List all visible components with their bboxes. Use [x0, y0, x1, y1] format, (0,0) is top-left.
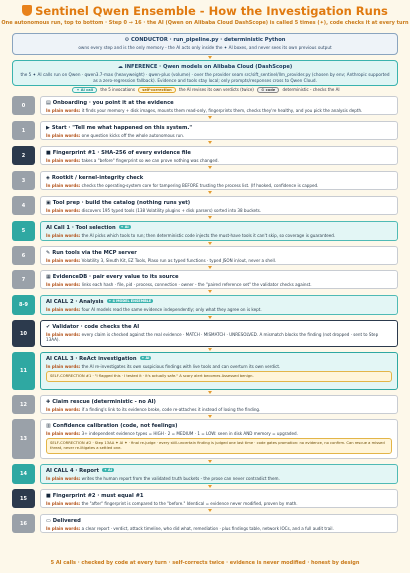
step-badge: 3	[12, 171, 35, 190]
step-card	[40, 270, 398, 289]
step-text: if a finding's link to its evidence broke, code re-attaches it instead of losing the finding.	[81, 407, 261, 412]
step-text: links each hash · file, pid · process, connection · owner - the "paired reference set" the validator checks against.	[81, 282, 312, 287]
legend-ai-pill: ✦ AI call	[72, 87, 97, 93]
step-text: writes the human report from the validated truth buckets - the prose can never contradict them.	[81, 476, 280, 481]
flow-arrow	[208, 509, 212, 512]
step-text: a clear report · verdict, attack timeline, who did what, remediation · plus findings table, network IOCs, and a full audit trail.	[81, 526, 334, 531]
legend-code-pill: ⚙ code	[257, 87, 279, 93]
step-badge: 13	[12, 419, 35, 459]
step-badge: 2	[12, 146, 35, 165]
step-title: EvidenceDB · pair every value to its source	[52, 274, 179, 280]
page-title	[0, 4, 410, 18]
lock-icon: ■	[46, 493, 51, 499]
step-badge: 8-9	[12, 295, 35, 315]
ai-ensemble-badge: ✦ 4 MODEL ENSEMBLE	[108, 299, 152, 303]
footer-summary: 5 AI calls · checked by code at every turn · self-corrects twice · evidence is never modified · honest by design	[50, 560, 360, 566]
step-badge: 1	[12, 121, 35, 140]
shield-check-icon: ◈	[46, 175, 50, 181]
step-badge: 10	[12, 320, 35, 347]
step-card	[40, 146, 398, 165]
plain-label: In plain words:	[46, 526, 81, 531]
step-badge: 5	[12, 221, 35, 241]
ai-badge: ✦ AI	[120, 225, 129, 229]
database-icon: ▦	[46, 274, 51, 280]
step-text: 3+ independent evidence types = HIGH · 2 = MEDIUM · 1 = LOW: seen in disk AND memory = upgraded.	[81, 431, 298, 436]
flow-arrow	[208, 485, 212, 488]
step-badge: 15	[12, 489, 35, 508]
step-title: AI CALL 3 · ReAct investigation	[46, 356, 137, 362]
plain-label: In plain words:	[46, 476, 81, 481]
plain-label: In plain words:	[46, 501, 81, 506]
flow-arrow	[208, 116, 212, 119]
legend	[0, 87, 410, 93]
plain-label: In plain words:	[46, 407, 81, 412]
step-text: discovers 195 typed tools (138 Volatility plugins + disk parsers) sorted into 38 buckets.	[81, 208, 262, 213]
inference-title: ☁ INFERENCE · Qwen models on Alibaba Cloud (DashScope)	[117, 64, 293, 70]
plain-label: In plain words:	[46, 108, 81, 113]
step-badge: 6	[12, 246, 35, 265]
step-title: Start · "Tell me what happened on this system."	[51, 125, 193, 131]
step-text: the AI re-investigates its own suspicious findings with live tools and can overturn its own verdict.	[81, 364, 281, 369]
step-text: Volatility 3, Sleuth Kit, EZ Tools, Plaso run as typed functions · typed JSON in/out, never a shell.	[81, 258, 277, 263]
step-card	[40, 419, 398, 459]
plain-label: In plain words:	[46, 133, 81, 138]
plain-label: In plain words:	[46, 282, 81, 287]
step-title: AI CALL 4 · Report	[46, 468, 100, 474]
flow-arrow	[208, 191, 212, 194]
shield-icon	[22, 5, 32, 16]
folder-icon: ▤	[46, 100, 51, 106]
conductor-title: ⚙ CONDUCTOR · run_pipeline.py · deterministic Python	[124, 37, 286, 43]
flow-arrow	[208, 141, 212, 144]
step-badge: 16	[12, 514, 35, 533]
plain-label: In plain words:	[46, 332, 81, 337]
step-text: one question kicks off the whole autonomous run.	[81, 133, 185, 138]
step-card	[40, 246, 398, 265]
plain-label: In plain words:	[46, 233, 81, 238]
step-text: takes a "before" fingerprint so we can prove nothing was changed.	[81, 158, 219, 163]
step-title: Onboarding · you point it at the evidence	[52, 100, 174, 106]
self-correction-note: SELF-CORRECTION #1 · "I flagged this · I tested it · it's actually safe." A scary alert becomes Assessed benign.	[46, 371, 392, 382]
lock-icon: ■	[46, 150, 51, 156]
plain-label: In plain words:	[46, 208, 81, 213]
conductor-desc: owns every step and is the only memory - the AI acts only inside the ✦ AI boxes, and never sees its own previous output	[78, 45, 332, 50]
step-card	[40, 196, 398, 215]
step-title: Fingerprint #2 · must equal #1	[52, 493, 144, 499]
wrench-icon: ✎	[46, 250, 51, 256]
conductor-box	[12, 33, 398, 55]
plain-label: In plain words:	[46, 183, 81, 188]
flow-arrow	[208, 348, 212, 351]
step-title: Confidence calibration (code, not feelings)	[52, 423, 178, 429]
legend-self-pill: self-correction	[138, 87, 176, 93]
step-text: the AI picks which tools to run; then deterministic code injects the must-have tools it can't skip, so coverage is guaranteed.	[81, 233, 336, 238]
step-title: Run tools via the MCP server	[52, 250, 137, 256]
plain-label: In plain words:	[46, 258, 81, 263]
step-badge: 12	[12, 395, 35, 414]
step-card	[40, 395, 398, 414]
inference-desc: the 5 ✦ AI calls run on Qwen · qwen3.7-max (heavyweight) · qwen-plus (volume) · over the provider seam src/sift_sentinel/llm_provider.py (chosen by env; Anthropic supported as a zero-regression fallback). Evidence and tools stay local; only prompts/responses cross to Qwen Cloud.	[20, 72, 390, 83]
step-badge: 14	[12, 464, 35, 484]
step-card	[40, 121, 398, 140]
flow-arrow	[208, 316, 212, 319]
flow-arrow	[208, 460, 212, 463]
flow-arrow	[208, 166, 212, 169]
step-title: Tool prep · build the catalog (nothing runs yet)	[52, 200, 191, 206]
plain-label: In plain words:	[46, 431, 81, 436]
step-title: Validator · code checks the AI	[52, 324, 140, 330]
step-badge: 0	[12, 96, 35, 115]
flow-arrow	[208, 266, 212, 269]
flow-arrow	[208, 242, 212, 245]
flow-arrow	[208, 415, 212, 418]
step-text: four AI models read the same evidence independently; only what they agree on is kept.	[81, 307, 262, 312]
step-badge: 4	[12, 196, 35, 215]
step-card	[40, 489, 398, 508]
step-title: Rootkit / kernel-integrity check	[51, 175, 144, 181]
step-card	[40, 96, 398, 115]
inference-box	[12, 60, 398, 86]
step-card-ai	[40, 352, 398, 390]
plain-label: In plain words:	[46, 158, 81, 163]
self-correction-note: SELF-CORRECTION #2 · Step 13AA ✦ AI ✦ · final re-judge · every still-uncertain finding is judged one last time · code gates promotion: no evidence, no confirm. Can rescue a missed threat, never re-litigates a settled one.	[46, 438, 392, 454]
flow-arrow	[208, 216, 212, 219]
step-title: Delivered	[52, 518, 81, 524]
page-subtitle: One autonomous run, top to bottom · Step 0 → 16 · the AI (Qwen on Alibaba Cloud DashScope) is called 5 times (✦), code checks it at every turn	[1, 20, 409, 26]
step-text: the "after" fingerprint is compared to the "before." Identical = evidence never modified, proven by math.	[81, 501, 298, 506]
ai-badge: ✦ AI	[104, 468, 112, 472]
rescue-icon: ✚	[46, 399, 51, 405]
ai-badge: ✦ AI	[141, 356, 150, 360]
step-text: it finds your memory + disk images, mounts them read-only, fingerprints them, checks they're healthy, and you pick the analysis depth.	[81, 108, 363, 113]
flow-arrow	[208, 391, 212, 394]
flow-arrow	[208, 290, 212, 293]
legend-ai-desc: the 5 invocations	[100, 87, 135, 92]
step-card	[40, 514, 398, 533]
check-icon: ✔	[46, 324, 51, 330]
step-card-ai	[40, 295, 398, 315]
legend-self-desc: the AI revises its own verdicts (twice)	[178, 87, 254, 92]
play-icon: ▶	[46, 125, 50, 131]
step-card	[40, 320, 398, 347]
step-card-ai	[40, 464, 398, 484]
plain-label: In plain words:	[46, 307, 81, 312]
step-title: AI Call 1 · Tool selection	[46, 225, 116, 231]
step-card-ai	[40, 221, 398, 241]
flow-arrow	[208, 56, 212, 59]
step-title: AI CALL 2 · Analysis	[46, 299, 104, 305]
step-title: Claim rescue (deterministic - no AI)	[52, 399, 156, 405]
plain-label: In plain words:	[46, 364, 81, 369]
legend-code-desc: deterministic - checks the AI	[282, 87, 340, 92]
gauge-icon: ▥	[46, 423, 51, 429]
step-text: every claim is checked against the real evidence · MATCH · MISMATCH · UNRESOLVED. A mismatch blocks the finding (not dropped · sent to Step 13AA).	[46, 332, 379, 343]
step-badge: 11	[12, 352, 35, 390]
clipboard-icon: ▭	[46, 518, 51, 524]
step-badge: 7	[12, 270, 35, 289]
step-card	[40, 171, 398, 190]
title-text: Sentinel Qwen Ensemble - How the Investigation Runs	[35, 4, 388, 18]
step-title: Fingerprint #1 · SHA-256 of every evidence file	[52, 150, 191, 156]
step-text: checks the operating-system core for tampering BEFORE trusting the process list. (If hooked, confidence is capped.	[81, 183, 319, 188]
toolbox-icon: ▣	[46, 200, 51, 206]
